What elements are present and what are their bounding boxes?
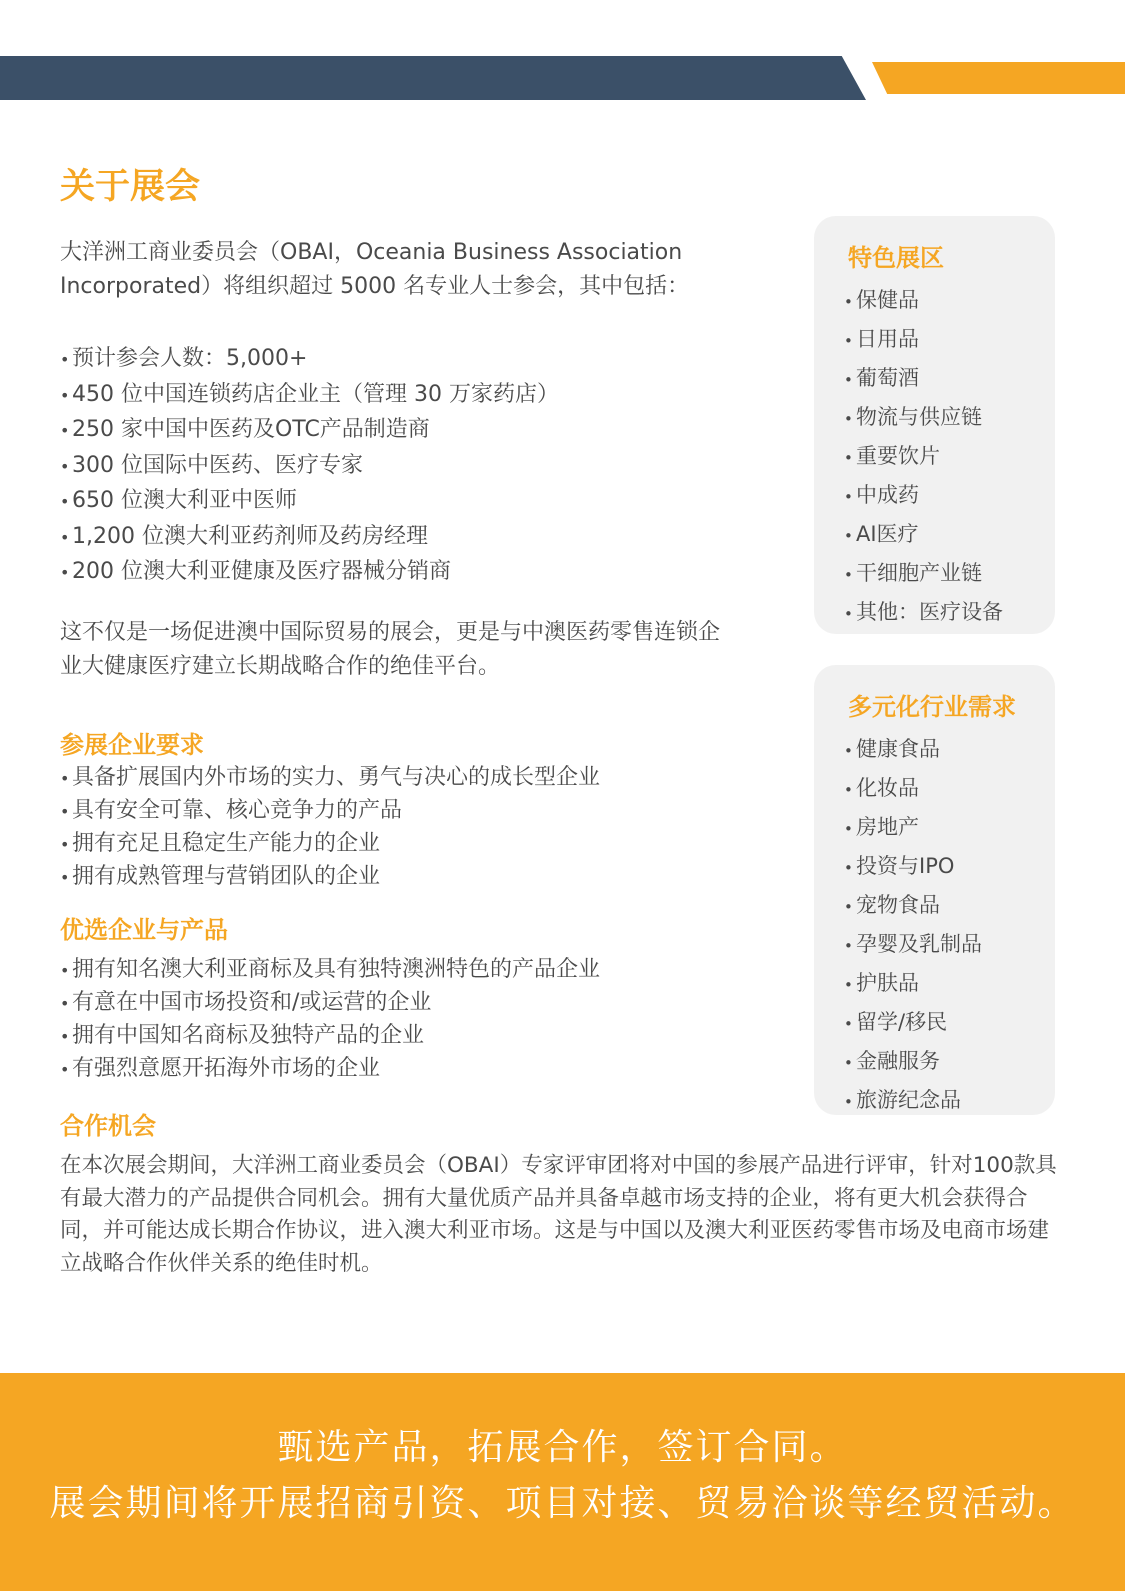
list-item: • 拥有中国知名商标及独特产品的企业	[60, 1020, 600, 1053]
list-item: • 葡萄酒	[844, 360, 1003, 399]
featured-zones-list	[844, 282, 1003, 633]
list-item: • 保健品	[844, 282, 1003, 321]
featured-zones-title: 特色展区	[848, 244, 944, 272]
preferred-title: 优选企业与产品	[60, 916, 228, 944]
list-item: • 投资与IPO	[844, 848, 982, 887]
header-orange-stripe	[872, 62, 1125, 94]
list-item: • 重要饮片	[844, 438, 1003, 477]
preferred-list	[60, 954, 600, 1086]
cooperation-title: 合作机会	[60, 1112, 156, 1140]
list-item: • AI医疗	[844, 516, 1003, 555]
list-item: • 250 家中国中医药及OTC产品制造商	[60, 413, 559, 449]
list-item: • 健康食品	[844, 731, 982, 770]
list-item: • 房地产	[844, 809, 982, 848]
list-item: • 日用品	[844, 321, 1003, 360]
industry-needs-box	[814, 665, 1055, 1115]
cooperation-text: 在本次展会期间，大洋洲工商业委员会（OBAI）专家评审团将对中国的参展产品进行评审，针对100款具有最大潜力的产品提供合同机会。拥有大量优质产品并具备卓越市场支持的企业，将有更大机会获得合同，并可能达成长期合作协议，进入澳大利亚市场。这是与中国以及澳大利亚医药零售市场及电商市场建立战略合作伙伴关系的绝佳时机。	[60, 1153, 1057, 1276]
list-item: • 拥有充足且稳定生产能力的企业	[60, 828, 600, 861]
list-item: • 其他：医疗设备	[844, 594, 1003, 633]
list-item: • 具备扩展国内外市场的实力、勇气与决心的成长型企业	[60, 762, 600, 795]
about-intro: 大洋洲工商业委员会（OBAI，Oceania Business Association Incorporated）将组织超过 5000 名专业人士参会，其中包括：	[60, 240, 690, 299]
list-item: • 有强烈意愿开拓海外市场的企业	[60, 1053, 600, 1086]
list-item: • 干细胞产业链	[844, 555, 1003, 594]
list-item: • 留学/移民	[844, 1004, 982, 1043]
list-item: • 孕婴及乳制品	[844, 926, 982, 965]
requirements-list	[60, 762, 600, 894]
list-item: • 200 位澳大利亚健康及医疗器械分销商	[60, 555, 559, 591]
about-closing: 这不仅是一场促进澳中国际贸易的展会，更是与中澳医药零售连锁企业大健康医疗建立长期战略合作的绝佳平台。	[60, 620, 721, 679]
industry-needs-list	[844, 731, 982, 1121]
list-item: • 宠物食品	[844, 887, 982, 926]
list-item: • 拥有知名澳大利亚商标及具有独特澳洲特色的产品企业	[60, 954, 600, 987]
industry-needs-title: 多元化行业需求	[848, 693, 1016, 721]
list-item: • 中成药	[844, 477, 1003, 516]
attendee-list	[60, 342, 559, 591]
list-item: • 有意在中国市场投资和/或运营的企业	[60, 987, 600, 1020]
list-item: • 旅游纪念品	[844, 1082, 982, 1121]
list-item: • 预计参会人数：5,000+	[60, 342, 559, 378]
footer-slogan: 甄选产品，拓展合作，签订合同。	[277, 1427, 848, 1468]
list-item: • 具有安全可靠、核心竞争力的产品	[60, 795, 600, 828]
about-title: 关于展会	[60, 167, 201, 207]
list-item: • 300 位国际中医药、医疗专家	[60, 449, 559, 485]
list-item: • 化妆品	[844, 770, 982, 809]
list-item: • 450 位中国连锁药店企业主（管理 30 万家药店）	[60, 378, 559, 414]
footer-banner	[0, 1373, 1125, 1591]
list-item: • 1,200 位澳大利亚药剂师及药房经理	[60, 520, 559, 556]
list-item: • 金融服务	[844, 1043, 982, 1082]
footer-activities: 展会期间将开展招商引资、项目对接、贸易洽谈等经贸活动。	[49, 1483, 1076, 1524]
list-item: • 物流与供应链	[844, 399, 1003, 438]
featured-zones-box	[814, 216, 1055, 634]
requirements-title: 参展企业要求	[60, 731, 204, 759]
list-item: • 拥有成熟管理与营销团队的企业	[60, 861, 600, 894]
list-item: • 650 位澳大利亚中医师	[60, 484, 559, 520]
list-item: • 护肤品	[844, 965, 982, 1004]
header-dark-stripe	[0, 56, 866, 100]
